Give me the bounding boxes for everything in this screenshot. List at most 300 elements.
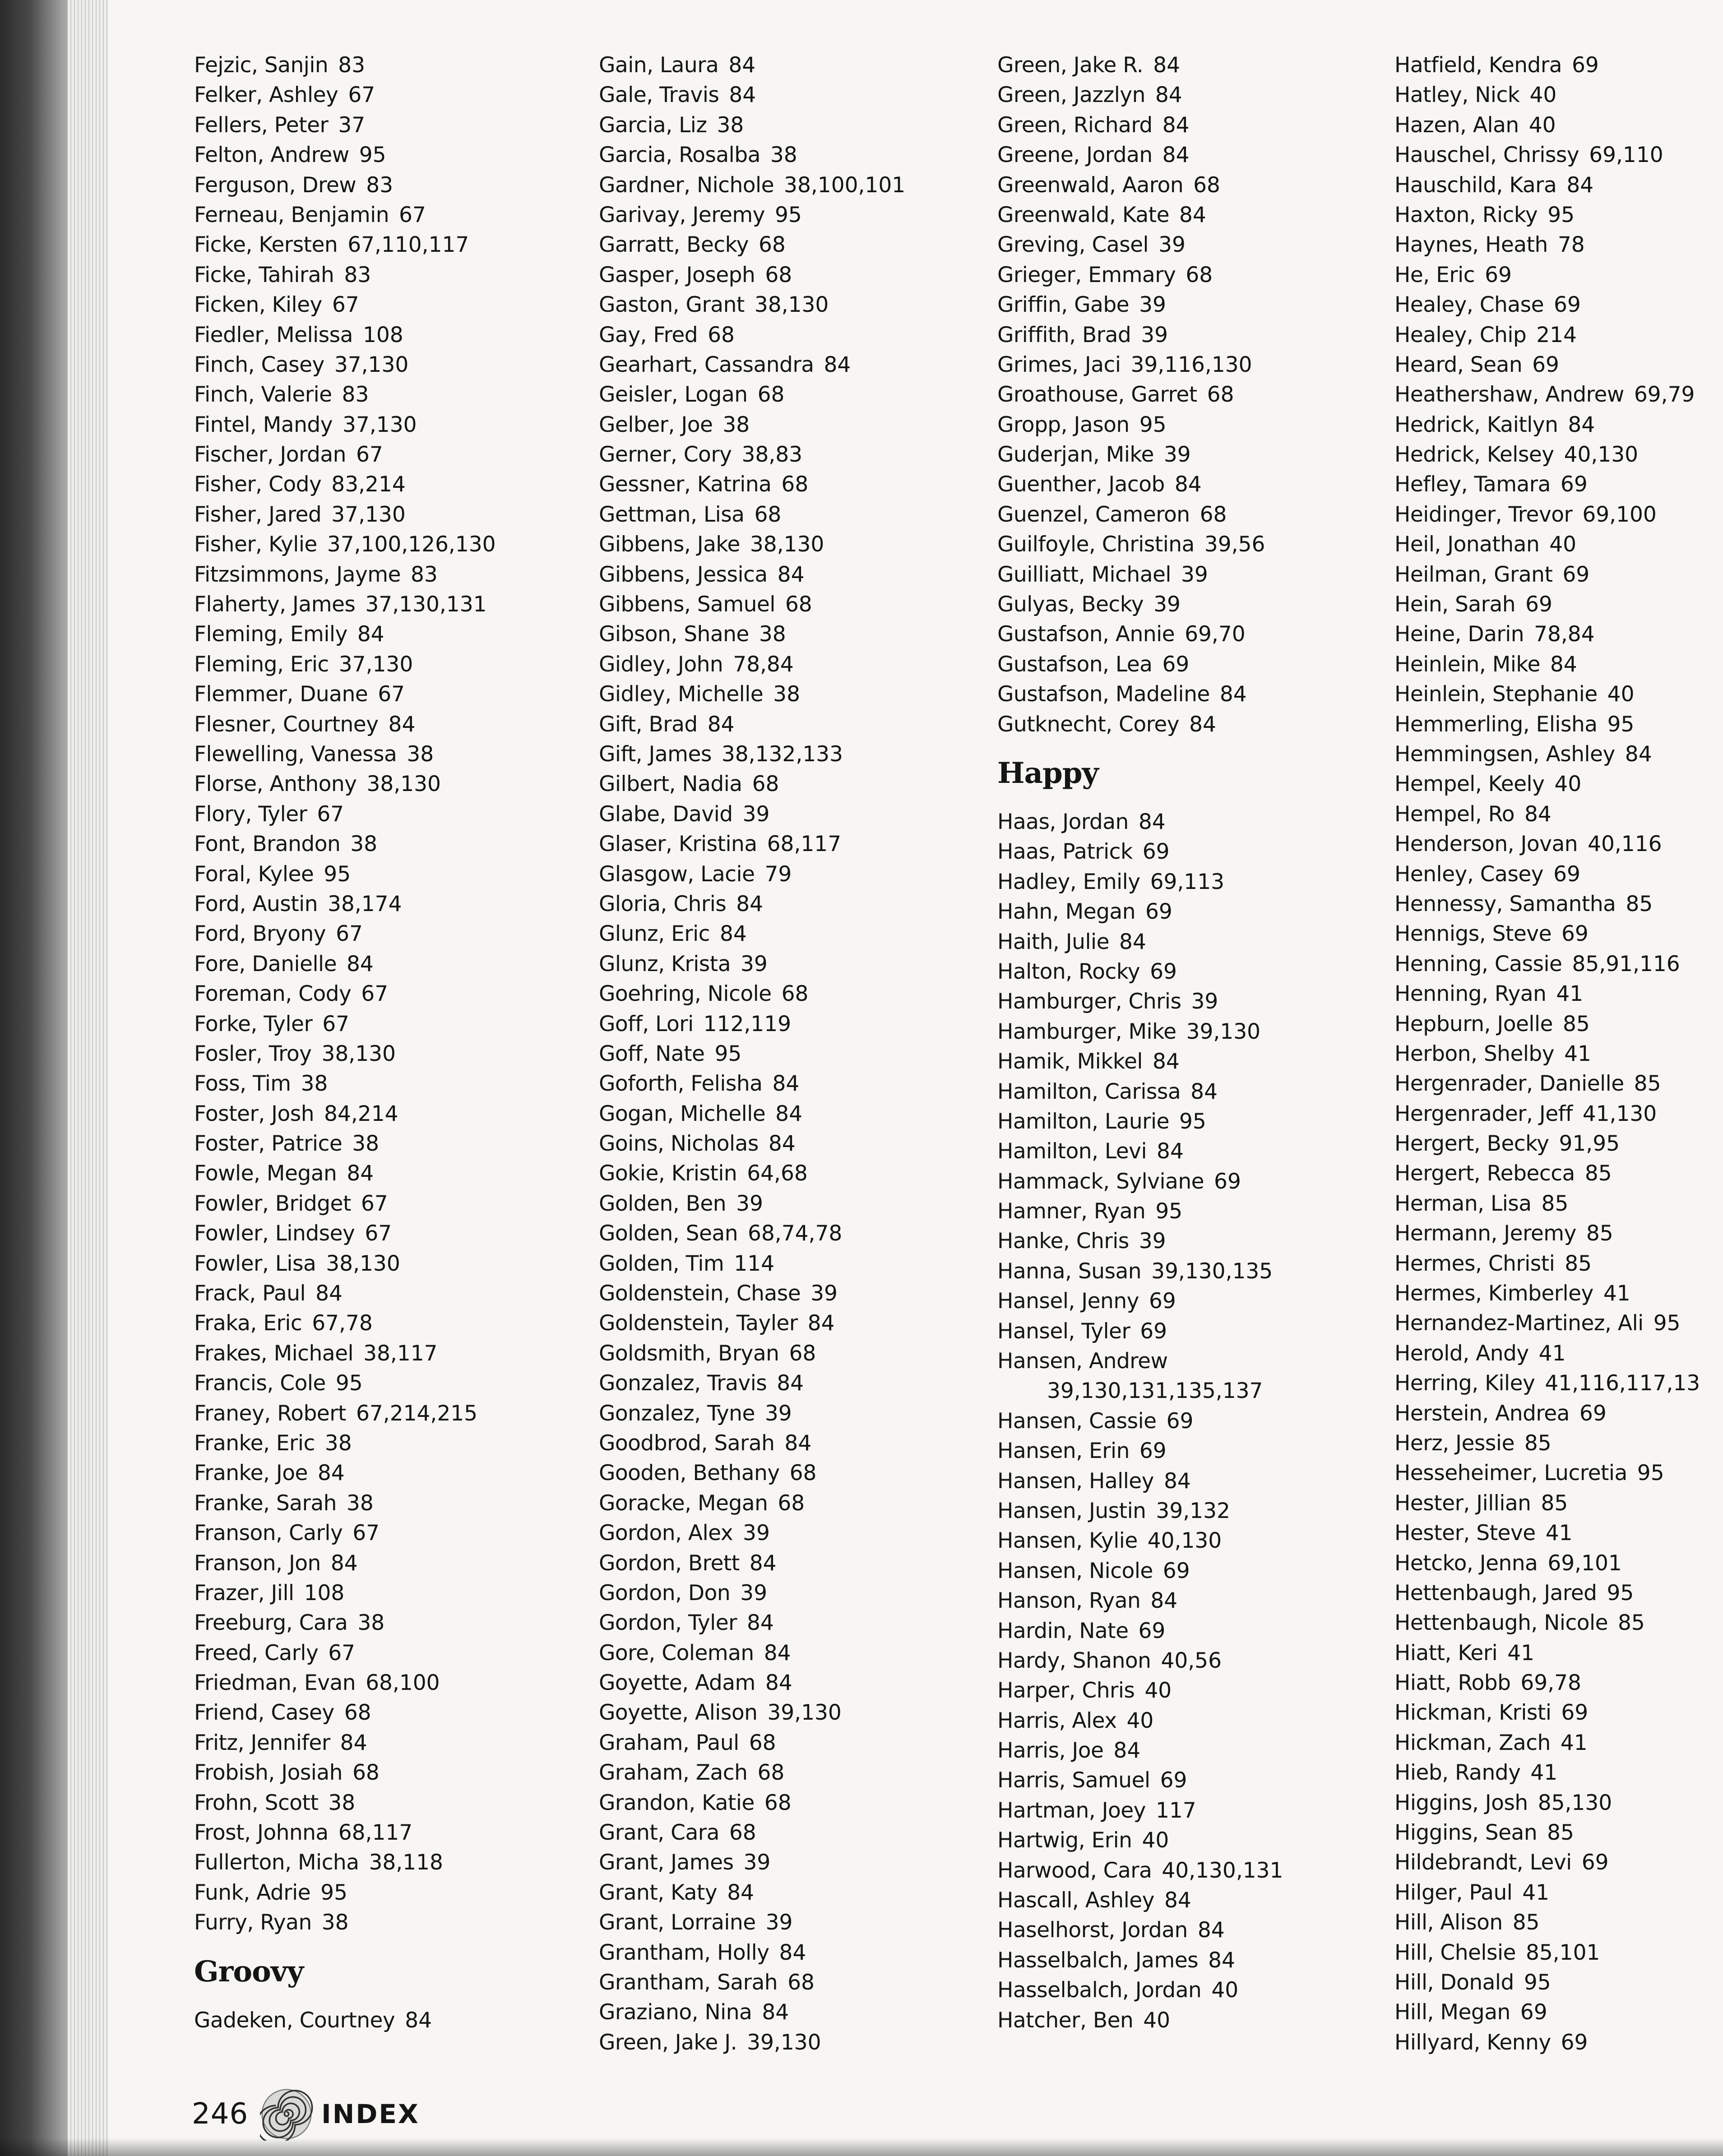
entry-name: Gordon, Alex	[599, 1521, 733, 1546]
index-entry	[1394, 949, 1700, 979]
index-entry	[997, 1586, 1283, 1616]
entry-name: Gordon, Tyler	[599, 1610, 737, 1636]
entry-name: Haas, Jordan	[997, 809, 1129, 834]
entry-name: Franson, Jon	[194, 1550, 321, 1576]
index-entry	[194, 1309, 496, 1338]
entry-pages: 95	[324, 861, 351, 887]
index-entry	[997, 1286, 1283, 1316]
entry-name: Geisler, Logan	[599, 382, 748, 407]
entry-name: Hildebrandt, Levi	[1394, 1850, 1572, 1875]
entry-pages: 84	[347, 1161, 374, 1186]
entry-name: Garcia, Rosalba	[599, 143, 760, 168]
index-entry	[997, 867, 1283, 897]
entry-pages: 38	[723, 412, 750, 437]
index-entry	[997, 590, 1283, 620]
entry-name: Grant, Cara	[599, 1820, 719, 1846]
entry-name: Hamilton, Carissa	[997, 1079, 1181, 1104]
entry-pages: 40	[1528, 112, 1556, 138]
entry-name: Goff, Nate	[599, 1041, 705, 1066]
index-entry	[599, 1399, 905, 1429]
entry-pages: 84	[330, 1550, 358, 1576]
index-column-2	[599, 51, 905, 2058]
entry-name: Hansel, Jenny	[997, 1289, 1139, 1314]
index-entry	[194, 800, 496, 829]
entry-name: Hefley, Tamara	[1394, 472, 1551, 497]
index-entry	[1394, 1309, 1700, 1338]
index-entry	[599, 230, 905, 260]
index-entry	[1394, 590, 1700, 620]
entry-name: Ficken, Kiley	[194, 292, 322, 318]
entry-pages: 67	[356, 442, 383, 467]
index-entry	[599, 979, 905, 1009]
index-entry	[1394, 1998, 1700, 2027]
entry-name: Herring, Kiley	[1394, 1371, 1535, 1396]
entry-name: Grant, Lorraine	[599, 1910, 756, 1935]
index-entry	[194, 979, 496, 1009]
index-entry	[599, 1638, 905, 1668]
entry-name: Gadeken, Courtney	[194, 2008, 395, 2033]
entry-pages: 85	[1562, 1011, 1590, 1036]
entry-pages: 84	[1208, 1948, 1235, 1973]
entry-pages: 38,130	[326, 1251, 400, 1276]
entry-name: Haynes, Heath	[1394, 232, 1548, 258]
entry-name: Gift, Brad	[599, 712, 698, 737]
entry-pages: 84	[1190, 1079, 1218, 1104]
index-entry	[599, 140, 905, 170]
entry-name: Frohn, Scott	[194, 1790, 319, 1815]
index-entry	[194, 1608, 496, 1638]
entry-name: Hempel, Ro	[1394, 801, 1515, 827]
entry-pages: 68	[1200, 502, 1227, 527]
index-entry	[1394, 1638, 1700, 1668]
index-entry	[1394, 1549, 1700, 1578]
entry-name: Higgins, Josh	[1394, 1790, 1528, 1815]
entry-name: Hauschel, Chrissy	[1394, 143, 1579, 168]
index-entry	[1394, 1728, 1700, 1758]
entry-pages: 40,130	[1147, 1528, 1222, 1554]
index-entry	[997, 897, 1283, 927]
index-entry	[1394, 1009, 1700, 1039]
entry-name: Hatcher, Ben	[997, 2008, 1134, 2033]
entry-name: Hanna, Susan	[997, 1258, 1142, 1284]
entry-pages: 69,110	[1589, 143, 1663, 168]
entry-name: Gettman, Lisa	[599, 502, 745, 527]
index-entry	[1394, 769, 1700, 799]
index-entry	[1394, 1129, 1700, 1159]
entry-name: Hennessy, Samantha	[1394, 891, 1616, 916]
index-entry	[599, 1069, 905, 1099]
index-entry	[599, 1458, 905, 1488]
entry-name: Haith, Julie	[997, 929, 1109, 954]
index-entry	[1394, 350, 1700, 380]
entry-name: Fischer, Jordan	[194, 442, 346, 467]
entry-name: Hein, Sarah	[1394, 592, 1516, 617]
entry-pages: 84	[1566, 172, 1594, 198]
entry-pages: 85,130	[1538, 1790, 1612, 1815]
entry-pages: 84	[749, 1550, 777, 1576]
page-edges	[68, 0, 108, 2156]
entry-pages: 67	[352, 1521, 380, 1546]
index-entry	[599, 350, 905, 380]
index-entry	[599, 1968, 905, 1998]
entry-pages: 84	[357, 622, 384, 647]
index-entry	[997, 807, 1283, 837]
entry-name: Hedrick, Kaitlyn	[1394, 412, 1558, 437]
entry-pages: 78,84	[1534, 622, 1595, 647]
entry-name: Hasselbalch, Jordan	[997, 1978, 1202, 2003]
entry-pages: 83	[410, 562, 438, 587]
index-entry	[599, 1159, 905, 1189]
entry-name: Franke, Sarah	[194, 1490, 337, 1516]
index-entry	[599, 1129, 905, 1159]
entry-name: Gidley, Michelle	[599, 682, 764, 707]
entry-pages: 67	[328, 1640, 356, 1666]
entry-name: Heine, Darin	[1394, 622, 1524, 647]
index-entry	[194, 410, 496, 440]
entry-pages: 38,130	[366, 772, 441, 797]
index-entry	[599, 800, 905, 829]
index-entry	[997, 1556, 1283, 1586]
index-entry	[599, 1309, 905, 1338]
entry-pages: 84	[764, 1640, 791, 1666]
entry-name: Harper, Chris	[997, 1678, 1135, 1703]
entry-name: Harris, Joe	[997, 1738, 1104, 1763]
entry-name: Hardy, Shanon	[997, 1648, 1151, 1673]
entry-pages: 68	[352, 1760, 380, 1786]
entry-name: Hiatt, Keri	[1394, 1640, 1498, 1666]
spiral-icon	[260, 2087, 313, 2141]
entry-pages: 68,100	[366, 1670, 440, 1696]
entry-pages: 95	[320, 1880, 347, 1905]
index-entry	[1394, 1758, 1700, 1788]
index-entry	[1394, 1818, 1700, 1848]
entry-pages: 69	[1166, 1408, 1194, 1434]
index-entry	[599, 1489, 905, 1518]
entry-pages: 69	[1553, 861, 1580, 887]
index-entry	[1394, 260, 1700, 290]
index-entry	[599, 470, 905, 500]
entry-name: Felton, Andrew	[194, 143, 349, 168]
index-entry	[194, 500, 496, 530]
entry-name: Herman, Lisa	[1394, 1191, 1532, 1216]
entry-name: Friedman, Evan	[194, 1670, 356, 1696]
entry-name: Heathershaw, Andrew	[1394, 382, 1624, 407]
entry-name: Hansen, Cassie	[997, 1408, 1157, 1434]
entry-pages: 41	[1507, 1640, 1535, 1666]
entry-pages: 84	[1174, 472, 1202, 497]
index-entry	[599, 171, 905, 200]
index-entry	[997, 1047, 1283, 1077]
entry-name: Foral, Kylee	[194, 861, 314, 887]
entry-name: Hatley, Nick	[1394, 83, 1520, 108]
index-entry	[194, 1489, 496, 1518]
index-entry	[194, 1549, 496, 1578]
index-entry	[997, 1346, 1283, 1376]
entry-pages: 38,174	[328, 891, 402, 916]
index-entry	[194, 860, 496, 889]
entry-pages: 68	[778, 1490, 805, 1516]
index-entry	[997, 1646, 1283, 1676]
entry-name: Green, Jake R.	[997, 53, 1144, 78]
entry-pages: 84	[1164, 1468, 1191, 1494]
entry-name: Hamburger, Mike	[997, 1019, 1176, 1044]
entry-pages: 68	[787, 1970, 815, 1995]
entry-name: Glabe, David	[599, 801, 733, 827]
entry-pages: 69	[1581, 1850, 1609, 1875]
index-entry	[194, 1518, 496, 1548]
entry-name: Goins, Nicholas	[599, 1131, 759, 1157]
entry-name: Goldsmith, Bryan	[599, 1341, 779, 1366]
index-entry	[599, 1938, 905, 1968]
index-entry	[194, 1369, 496, 1398]
entry-name: Fore, Danielle	[194, 951, 337, 976]
index-entry	[194, 889, 496, 919]
entry-name: Freeburg, Cara	[194, 1610, 348, 1636]
index-entry	[194, 1099, 496, 1129]
entry-name: Fowler, Lindsey	[194, 1221, 355, 1246]
entry-name: Hammack, Sylviane	[997, 1169, 1204, 1194]
entry-name: Hergenrader, Jeff	[1394, 1101, 1573, 1126]
index-entry	[1394, 1279, 1700, 1309]
entry-name: Garcia, Liz	[599, 112, 707, 138]
entry-pages: 95	[775, 202, 802, 227]
entry-pages: 67	[348, 83, 375, 108]
index-entry	[599, 829, 905, 859]
index-entry	[194, 1818, 496, 1848]
entry-name: Hill, Alison	[1394, 1910, 1503, 1935]
index-entry	[1394, 410, 1700, 440]
entry-name: Friend, Casey	[194, 1700, 334, 1726]
entry-pages: 39	[811, 1281, 838, 1306]
entry-name: Goyette, Alison	[599, 1700, 758, 1726]
index-entry	[1394, 1878, 1700, 1908]
entry-pages: 84	[1157, 1139, 1184, 1164]
entry-pages: 85	[1626, 891, 1653, 916]
index-entry	[599, 380, 905, 410]
index-entry	[1394, 1518, 1700, 1548]
entry-pages: 84	[775, 1101, 802, 1126]
entry-name: Henderson, Jovan	[1394, 832, 1578, 857]
entry-name: Heinlein, Stephanie	[1394, 682, 1598, 707]
entry-pages: 84	[707, 712, 735, 737]
index-entry	[599, 80, 905, 110]
section-heading: Groovy	[194, 1954, 304, 1989]
entry-name: Graziano, Nina	[599, 2000, 752, 2025]
index-entry	[599, 1818, 905, 1848]
index-entry	[194, 949, 496, 979]
entry-name: Finch, Casey	[194, 352, 324, 377]
entry-name: Flesner, Courtney	[194, 712, 379, 737]
entry-pages: 112,119	[703, 1011, 792, 1036]
index-entry	[194, 560, 496, 590]
entry-name: Franke, Eric	[194, 1430, 315, 1456]
index-entry	[194, 919, 496, 949]
index-entry	[997, 1796, 1283, 1826]
entry-name: Hamilton, Laurie	[997, 1109, 1169, 1134]
entry-name: Gilbert, Nadia	[599, 772, 742, 797]
index-entry	[194, 590, 496, 620]
index-entry	[1394, 979, 1700, 1009]
index-entry	[599, 500, 905, 530]
entry-pages: 84	[807, 1311, 835, 1336]
entry-name: Gardner, Nichole	[599, 172, 774, 198]
entry-pages: 85	[1541, 1490, 1568, 1516]
index-entry	[599, 769, 905, 799]
entry-pages: 85	[1586, 1221, 1613, 1246]
entry-pages: 95	[359, 143, 386, 168]
entry-pages: 41	[1560, 1730, 1588, 1755]
entry-pages: 37,130	[338, 652, 413, 677]
index-column-1	[194, 51, 496, 2036]
entry-pages: 95	[1607, 712, 1635, 737]
entry-pages: 69	[1485, 262, 1512, 287]
entry-pages: 84	[728, 53, 756, 78]
entry-pages: 68	[344, 1700, 371, 1726]
index-entry	[997, 1317, 1283, 1346]
entry-name: Hieb, Randy	[1394, 1760, 1521, 1786]
index-entry	[997, 1257, 1283, 1286]
page-shadow	[0, 2138, 1723, 2156]
index-entry	[997, 1856, 1283, 1886]
entry-pages: 85	[1524, 1430, 1552, 1456]
entry-name: Frobish, Josiah	[194, 1760, 343, 1786]
entry-pages: 67,78	[312, 1311, 373, 1336]
entry-pages: 69	[1150, 959, 1177, 984]
entry-name: Fejzic, Sanjin	[194, 53, 329, 78]
entry-name: Gelber, Joe	[599, 412, 713, 437]
index-entry	[1394, 829, 1700, 859]
entry-name: Gooden, Bethany	[599, 1461, 780, 1486]
entry-pages: 38	[357, 1610, 385, 1636]
index-entry	[997, 171, 1283, 200]
entry-pages: 69	[1579, 1401, 1607, 1426]
entry-name: Healey, Chase	[1394, 292, 1544, 318]
entry-name: Goracke, Megan	[599, 1490, 768, 1516]
index-entry	[997, 837, 1283, 867]
index-entry	[1394, 470, 1700, 500]
entry-pages: 68	[765, 262, 792, 287]
entry-pages: 39	[764, 1401, 792, 1426]
index-entry	[599, 51, 905, 80]
entry-pages: 68	[1186, 262, 1213, 287]
entry-pages: 67	[365, 1221, 392, 1246]
index-entry	[599, 530, 905, 560]
entry-name: Hauschild, Kara	[1394, 172, 1557, 198]
entry-pages: 67	[361, 981, 389, 1007]
entry-pages: 85	[1584, 1161, 1612, 1186]
index-entry	[997, 710, 1283, 740]
entry-name: Heidinger, Trevor	[1394, 502, 1573, 527]
entry-name: Gibson, Shane	[599, 622, 749, 647]
entry-name: Ford, Bryony	[194, 921, 326, 947]
entry-pages: 39	[765, 1910, 793, 1935]
entry-pages: 39	[1153, 592, 1181, 617]
index-entry	[194, 680, 496, 709]
index-entry	[1394, 800, 1700, 829]
entry-pages: 69,78	[1520, 1670, 1581, 1696]
index-entry	[599, 860, 905, 889]
entry-name: Hahn, Megan	[997, 899, 1135, 925]
index-entry	[194, 710, 496, 740]
entry-pages: 67,110,117	[347, 232, 469, 258]
entry-name: Gaston, Grant	[599, 292, 745, 318]
index-entry	[997, 1197, 1283, 1226]
entry-name: Foss, Tim	[194, 1071, 291, 1097]
entry-pages: 41,116,117,13	[1545, 1371, 1700, 1396]
index-entry	[599, 111, 905, 140]
entry-name: Frack, Paul	[194, 1281, 306, 1306]
index-entry	[997, 1736, 1283, 1766]
entry-pages: 38,118	[369, 1850, 443, 1875]
entry-pages: 85	[1547, 1820, 1574, 1846]
index-entry	[599, 680, 905, 709]
index-entry	[997, 260, 1283, 290]
index-entry	[997, 620, 1283, 649]
entry-pages: 39	[1181, 562, 1208, 587]
index-entry	[194, 1728, 496, 1758]
entry-pages: 117	[1156, 1798, 1196, 1823]
entry-name: Fowle, Megan	[194, 1161, 337, 1186]
entry-pages: 83	[342, 382, 369, 407]
entry-name: Gain, Laura	[599, 53, 719, 78]
index-entry	[997, 111, 1283, 140]
entry-pages: 85,101	[1525, 1940, 1600, 1965]
entry-name: Gift, James	[599, 741, 712, 767]
entry-name: Hetcko, Jenna	[1394, 1550, 1538, 1576]
entry-name: Graham, Paul	[599, 1730, 739, 1755]
entry-pages: 69	[1163, 1558, 1190, 1583]
entry-name: Harris, Samuel	[997, 1768, 1150, 1793]
index-entry	[997, 410, 1283, 440]
entry-name: Halton, Rocky	[997, 959, 1140, 984]
entry-name: Fitzsimmons, Jayme	[194, 562, 401, 587]
entry-name: Francis, Cole	[194, 1371, 326, 1396]
entry-pages: 95	[1155, 1199, 1183, 1224]
index-entry	[599, 710, 905, 740]
entry-name: Foster, Patrice	[194, 1131, 343, 1157]
entry-pages: 84	[762, 2000, 789, 2025]
entry-pages: 39	[743, 1850, 771, 1875]
entry-name: Hamner, Ryan	[997, 1199, 1146, 1224]
entry-name: Harris, Alex	[997, 1708, 1117, 1733]
entry-name: Higgins, Sean	[1394, 1820, 1538, 1846]
index-entry	[194, 829, 496, 859]
entry-pages: 69	[1145, 899, 1172, 925]
entry-name: Hickman, Kristi	[1394, 1700, 1552, 1726]
entry-name: Gokie, Kristin	[599, 1161, 737, 1186]
index-entry	[1394, 919, 1700, 949]
index-entry	[194, 1279, 496, 1309]
index-entry	[997, 140, 1283, 170]
entry-pages: 84	[768, 1131, 796, 1157]
index-entry	[1394, 80, 1700, 110]
entry-pages: 78,84	[733, 652, 794, 677]
index-entry	[194, 650, 496, 680]
index-entry	[997, 680, 1283, 709]
entry-pages: 68	[789, 1341, 816, 1366]
entry-pages: 84	[1162, 112, 1190, 138]
entry-name: Hanke, Chris	[997, 1229, 1129, 1254]
entry-name: Franson, Carly	[194, 1521, 343, 1546]
entry-pages: 37,100,126,130	[327, 532, 496, 557]
index-entry	[997, 1526, 1283, 1556]
entry-name: Herstein, Andrea	[1394, 1401, 1570, 1426]
entry-pages: 69	[1532, 352, 1559, 377]
index-entry	[997, 927, 1283, 957]
index-entry	[194, 440, 496, 470]
entry-pages: 84,214	[324, 1101, 398, 1126]
index-entry	[997, 1676, 1283, 1706]
